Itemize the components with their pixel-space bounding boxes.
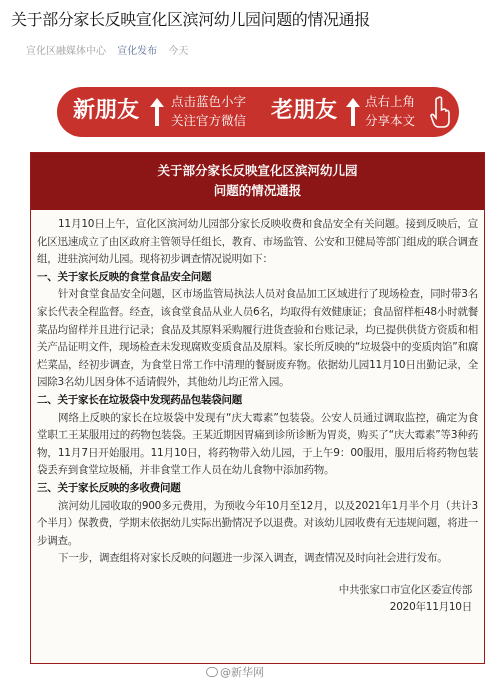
notice-document xyxy=(30,152,485,664)
section1-heading: 一、关于家长反映的食堂食品安全问题 xyxy=(37,270,212,283)
signature-date: 2020年11月10日 xyxy=(389,601,472,614)
intro-paragraph: 11月10日上午，宣化区滨河幼儿园部分家长反映收费和食品安全有关问题。接到反映后，宣化区迅速成立了由区政府主管领导任组长，教育、市场监管、公安和卫健局等部门组成的联合调查组，进驻滨河幼儿园。现将初步调查情况说明如下： xyxy=(37,218,478,266)
publisher-link[interactable]: 宣化发布 xyxy=(117,46,158,57)
banner-right-line2: 分享本文 xyxy=(365,113,416,128)
notice-heading-line1: 关于部分家长反映宣化区滨河幼儿园 xyxy=(157,163,358,178)
watermark xyxy=(206,664,264,680)
section2-heading: 二、关于家长在垃圾袋中发现药品包装袋问题 xyxy=(37,393,242,406)
notice-body xyxy=(31,210,484,617)
banner-right-text xyxy=(365,92,415,130)
banner-new-friend-label: 新朋友 xyxy=(73,98,140,123)
section2-paragraph: 网络上反映的家长在垃圾袋中发现有“庆大霉素”包装袋。公安人员通过调取监控，确定为食堂职工王某服用过的药物包装袋。王某近期因胃痛到诊所诊断为胃炎，购买了“庆大霉素”等3种药物，11月7日开始服用。11月10日，将药物带入幼儿园，于上午9：00服用，服用后将药物包装袋丢弃到食堂垃圾桶，并非食堂工作人员在幼儿食物中添加药物。 xyxy=(37,411,478,477)
banner-left-text xyxy=(171,92,246,130)
arrow-up-icon xyxy=(343,96,363,128)
hand-pointer-icon xyxy=(429,95,451,129)
section3-heading: 三、关于家长反映的多收费问题 xyxy=(37,481,181,494)
banner-left-line1: 点击蓝色小字 xyxy=(171,94,247,109)
banner-old-friend-label: 老朋友 xyxy=(271,98,338,123)
article-title: 关于部分家长反映宣化区滨河幼儿园问题的情况通报 xyxy=(11,10,370,29)
arrow-up-icon xyxy=(147,96,167,128)
notice-header xyxy=(31,153,484,210)
article-meta xyxy=(26,42,196,57)
banner-right-line1: 点右上角 xyxy=(365,94,416,109)
section3-paragraph: 滨河幼儿园收取的900多元费用，为预收今年10月至12月，以及2021年1月半个月（共计3个半月）保教费，学期末依据幼儿实际出勤情况予以退费。对该幼儿园收费有无违规问题，将进一步调查。 xyxy=(37,499,478,547)
follow-share-banner xyxy=(57,87,459,137)
watermark-text: @新华网 xyxy=(220,666,264,679)
publish-time: 今天 xyxy=(168,46,189,57)
signature-block xyxy=(37,582,478,617)
section1-paragraph: 针对食堂食品安全问题，区市场监管局执法人员对食品加工区域进行了现场检查，同时带3名家长代表全程监督。经查，该食堂食品从业人员6名，均取得有效健康证；食品留样柜48小时就餐菜品均留样并且进行记录；食品及其原料采购履行进货查验和台账记录，均已提供供货方资质和相关产品证明文件，现场检查未发现腐败变质食品及原料。家长所反映的“垃圾袋中的变质肉馅”和腐烂菜品，经初步调查，为食堂日常工作中清理的餐厨废弃物。依据幼儿园11月10日出勤记录，全园除3名幼儿因身体不适请假外，其他幼儿均正常入园。 xyxy=(37,288,478,389)
next-step-paragraph: 下一步，调查组将对家长反映的问题进一步深入调查，调查情况及时向社会进行发布。 xyxy=(58,552,448,565)
article-source: 宣化区融媒体中心 xyxy=(26,46,106,57)
notice-heading-line2: 问题的情况通报 xyxy=(213,183,302,198)
signature: 中共张家口市宣化区委宣传部 xyxy=(338,583,472,596)
weibo-icon xyxy=(206,667,218,677)
banner-left-line2: 关注官方微信 xyxy=(171,113,247,128)
